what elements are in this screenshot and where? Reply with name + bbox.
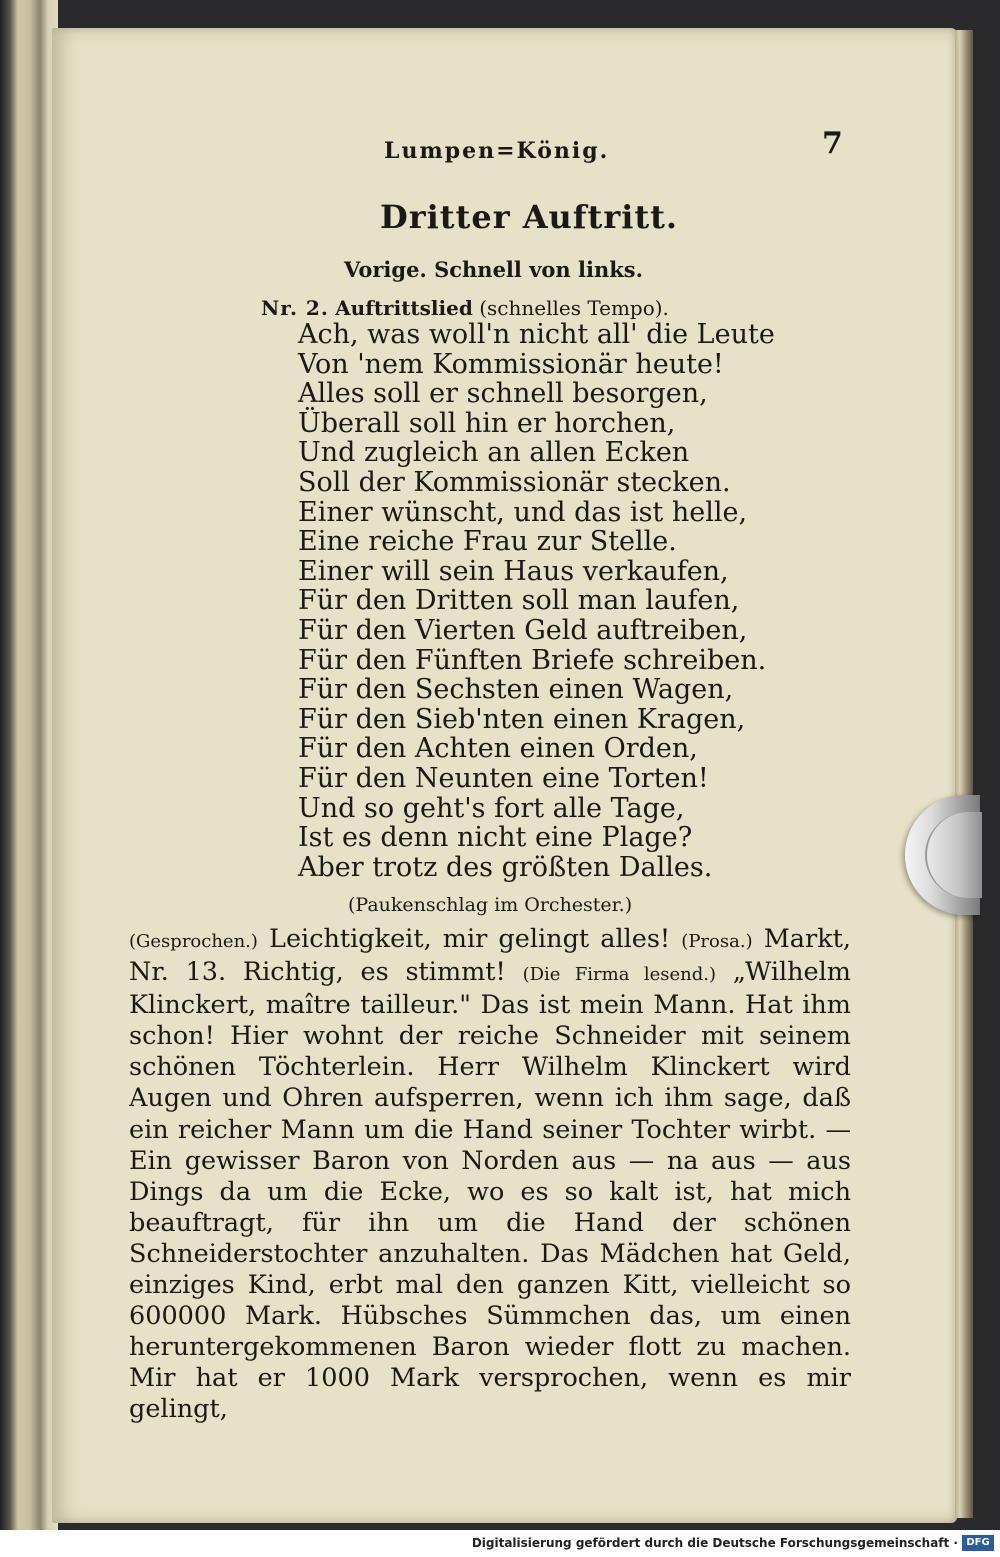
prose-direction: (Prosa.) xyxy=(681,931,753,952)
scene-title: Dritter Auftritt. xyxy=(380,198,679,236)
digitization-footer xyxy=(0,1530,1000,1557)
song-number: Nr. 2. xyxy=(261,296,329,320)
verse-line: Für den Achten einen Orden, xyxy=(298,733,698,765)
verse-line: Und zugleich an allen Ecken xyxy=(298,437,690,469)
prose-paragraph xyxy=(129,924,851,1426)
spoken-direction: (Gesprochen.) xyxy=(129,931,258,952)
verse-line: Ach, was woll'n nicht all' die Leute xyxy=(298,319,775,350)
prose-text: „Wilhelm Klinckert, maître tailleur." Das ist mein Mann. Hat ihm schon! Hier wohnt der reiche Schneider mit seinem schönen Töchterlein. Herr Wilhelm Klinckert wird Augen und Ohren aufsperren, wenn ich ihm sage, daß ein reicher Mann um die Hand seiner Tochter wirbt. — Ein gewisser Baron von Norden aus — na aus — aus Dings da um die Ecke, wo es so kalt ist, hat mich beauftragt, für ihn um die Hand der schönen Schneiderstochter anzuhalten. Das Mädchen hat Geld, einziges Kind, erbt mal den ganzen Kitt, vielleicht so 600000 Mark. Hübsches Sümmchen das, um einen heruntergekommenen Baron wieder flott zu machen. Mir hat er 1000 Mark versprochen, wenn es mir gelingt, xyxy=(129,957,851,1425)
verse-line: Einer wünscht, und das ist helle, xyxy=(298,496,748,528)
verse-line: Für den Neunten eine Torten! xyxy=(298,762,709,794)
song-name: Auftrittslied xyxy=(335,296,473,320)
verse-line: Überall soll hin er horchen, xyxy=(298,407,676,439)
page-number: 7 xyxy=(822,126,843,161)
verse-line: Aber trotz des größten Dalles. xyxy=(298,851,713,883)
verse-line: Von 'nem Kommissionär heute! xyxy=(298,348,724,380)
funding-credit: Digitalisierung gefördert durch die Deutsche Forschungsgemeinschaft · xyxy=(471,1536,958,1550)
verse-line: Soll der Kommissionär stecken. xyxy=(298,466,731,498)
prose-text: Leichtigkeit, mir gelingt alles! xyxy=(257,924,682,954)
verse-line: Und so geht's fort alle Tage, xyxy=(298,792,685,824)
running-header: Lumpen=König. xyxy=(384,138,610,164)
verse-line: Alles soll er schnell besorgen, xyxy=(298,378,708,410)
orchestra-direction: (Paukenschlag im Orchester.) xyxy=(348,894,633,916)
song-heading xyxy=(261,296,669,320)
prose-text: Markt, Nr. 13. Richtig, es stimmt! xyxy=(129,924,852,988)
verse-line: Einer will sein Haus verkaufen, xyxy=(298,555,729,587)
verse-line: Für den Dritten soll man laufen, xyxy=(298,585,740,617)
reading-direction: (Die Firma lesend.) xyxy=(522,964,716,986)
verse-line: Eine reiche Frau zur Stelle. xyxy=(298,526,677,558)
song-tempo: (schnelles Tempo). xyxy=(479,296,669,320)
dfg-logo: DFG xyxy=(962,1535,994,1551)
book-spine-edge xyxy=(0,0,58,1530)
page-stack-edge xyxy=(955,30,973,1518)
verse-line: Für den Vierten Geld auftreiben, xyxy=(298,614,748,646)
verse-block xyxy=(298,320,775,882)
stage-direction: Vorige. Schnell von links. xyxy=(344,257,643,282)
verse-line: Für den Fünften Briefe schreiben. xyxy=(298,644,767,676)
verse-line: Für den Sieb'nten einen Kragen, xyxy=(298,703,746,735)
verse-line: Ist es denn nicht eine Plage? xyxy=(298,822,693,854)
verse-line: Für den Sechsten einen Wagen, xyxy=(298,674,734,706)
